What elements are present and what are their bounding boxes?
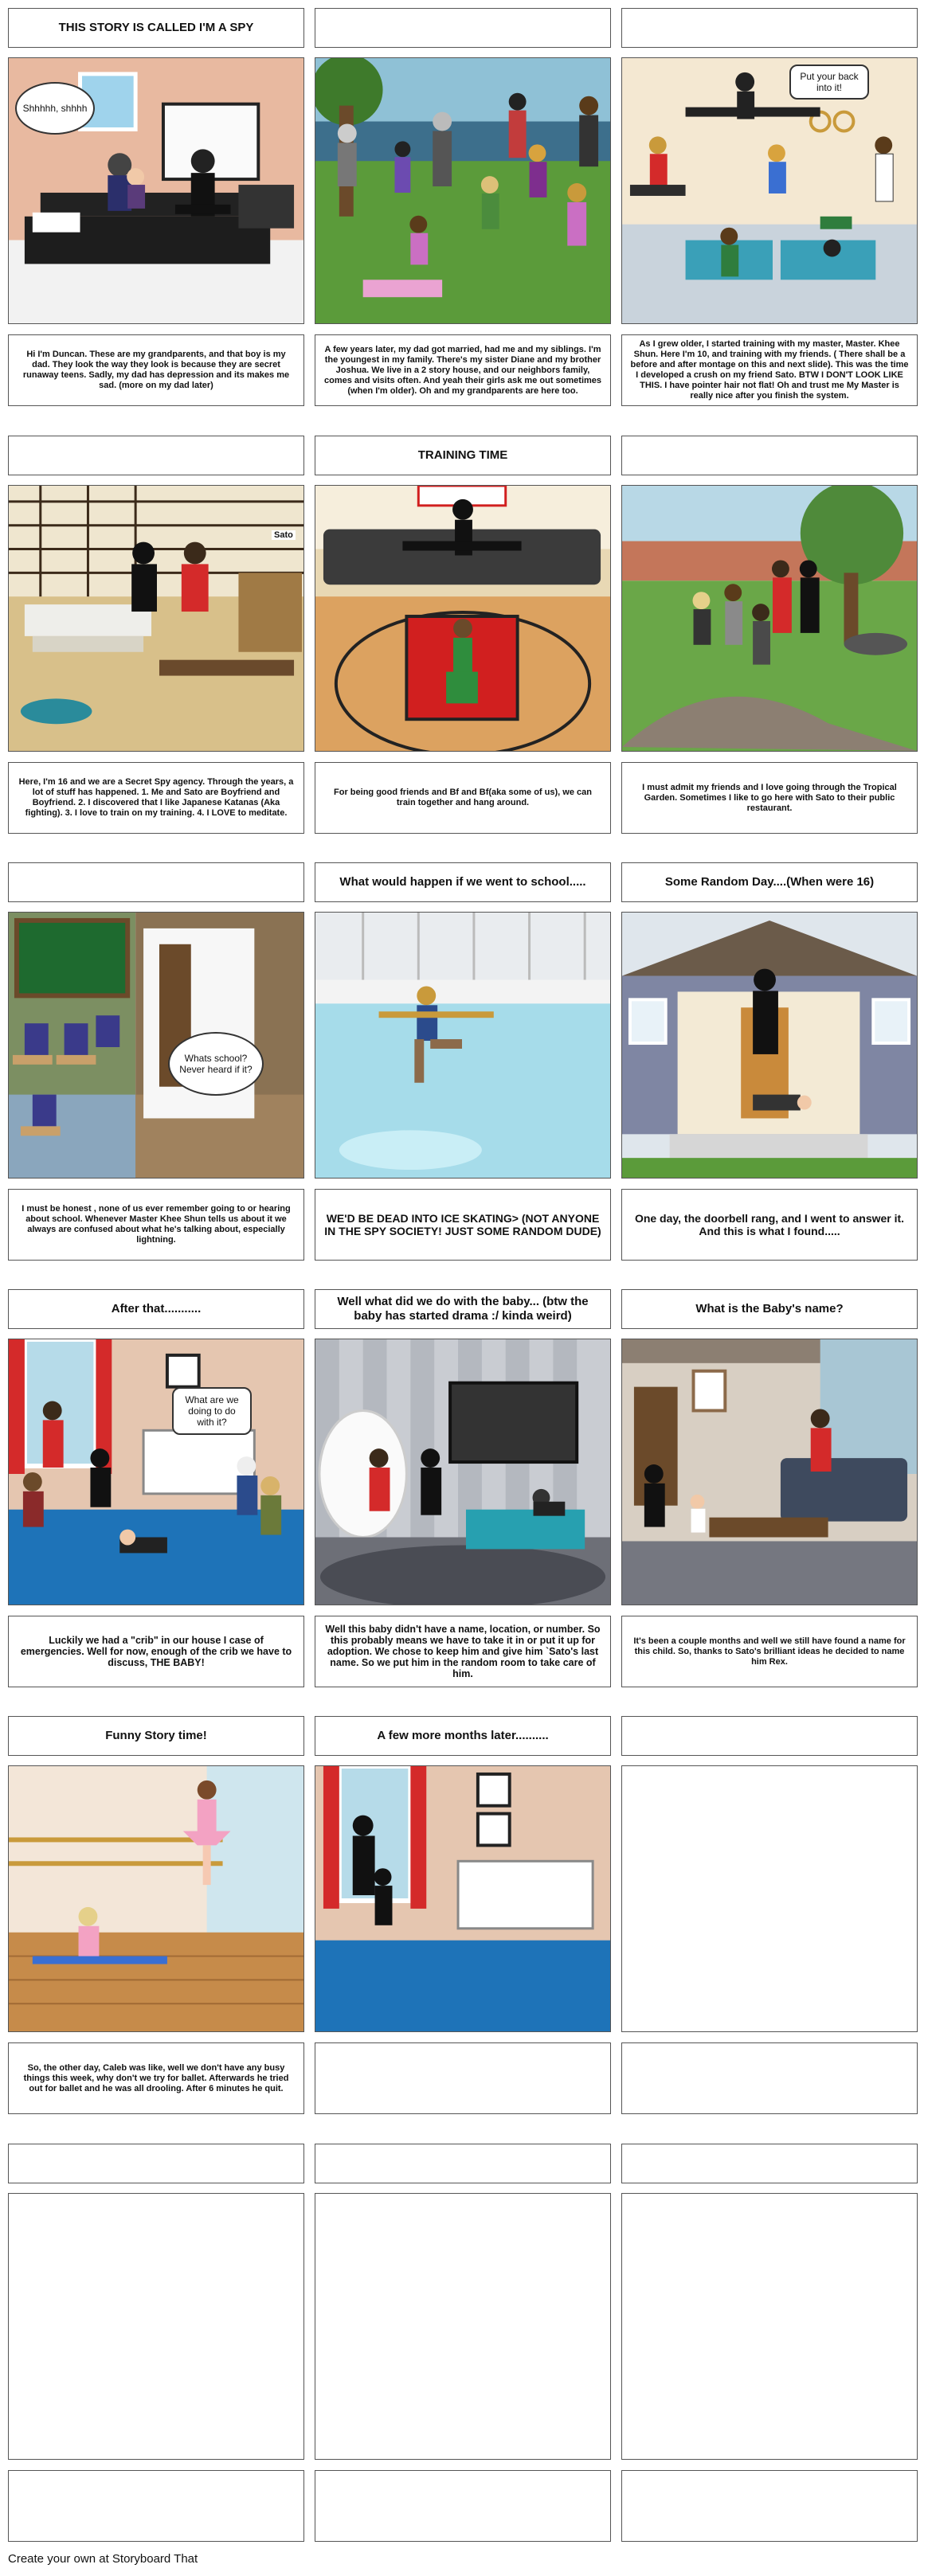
panel-scene-bedroom — [8, 57, 304, 324]
panel-title — [8, 862, 304, 902]
panel-scene-lounge — [621, 1339, 918, 1605]
panel-title — [621, 436, 918, 475]
panel-scene-front-door — [621, 912, 918, 1179]
panel-caption: It's been a couple months and well we still have found a name for this child. So, thanks to Sato's brilliant ideas he decided to name him Rex. — [621, 1616, 918, 1687]
panel-scene-nursery — [8, 1339, 304, 1605]
panel-title: Well what did we do with the baby... (btw the baby has started drama :/ kinda weird) — [315, 1289, 611, 1329]
speech-bubble: Put your back into it! — [789, 64, 869, 100]
panel-caption — [621, 2042, 918, 2114]
panel-title: After that........... — [8, 1289, 304, 1329]
panel-title: TRAINING TIME — [315, 436, 611, 475]
panel-scene-court — [315, 485, 611, 752]
panel-scene-empty — [621, 2193, 918, 2460]
panel-scene-living-room — [315, 1339, 611, 1605]
panel-caption — [621, 2470, 918, 2542]
panel-caption: For being good friends and Bf and Bf(aka some of us), we can train together and hang around. — [315, 762, 611, 834]
panel-title: What is the Baby's name? — [621, 1289, 918, 1329]
panel-title — [8, 436, 304, 475]
panel-scene-nursery-later — [315, 1765, 611, 2032]
panel-caption: So, the other day, Caleb was like, well we don't have any busy things this week, why don't we try for ballet. Afterwards he tried out for ballet and he was all drooling. After 6 minutes he quit. — [8, 2042, 304, 2114]
panel-caption: As I grew older, I started training with my master, Master. Khee Shun. Here I'm 10, and training with my friends. ( There shall be a before and after montage on this and next slide). This was the time I developed a crush on my friend Sato. BTW I DON'T LOOK LIKE THIS. I have pointer hair not flat! Oh and trust me My Master is really nice after you finish the system. — [621, 334, 918, 406]
speech-bubble: What are we doing to do with it? — [172, 1387, 252, 1435]
panel-caption: WE'D BE DEAD INTO ICE SKATING> (NOT ANYONE IN THE SPY SOCIETY! JUST SOME RANDOM DUDE) — [315, 1189, 611, 1261]
panel-title: A few more months later.......... — [315, 1716, 611, 1756]
panel-scene-ballet-studio — [8, 1765, 304, 2032]
sign-label: Sato — [272, 530, 296, 540]
speech-bubble: Shhhhh, shhhh — [15, 82, 95, 135]
panel-scene-empty — [621, 1765, 918, 2032]
panel-scene-gym — [621, 57, 918, 324]
panel-caption: Here, I'm 16 and we are a Secret Spy agency. Through the years, a lot of stuff has happened. 1. Me and Sato are Boyfriend and Boyfriend. 2. I discovered that I like Japanese Katanas (Aka fighting). 3. I love to train on my training. 4. I LOVE to meditate. — [8, 762, 304, 834]
panel-caption: I must admit my friends and I love going through the Tropical Garden. Sometimes I like to go here with Sato to their public restaurant. — [621, 762, 918, 834]
panel-scene-empty — [315, 2193, 611, 2460]
panel-caption — [8, 2470, 304, 2542]
panel-caption — [315, 2470, 611, 2542]
panel-scene-empty — [8, 2193, 304, 2460]
panel-caption: Luckily we had a "crib" in our house I case of emergencies. Well for now, enough of the crib we have to discuss, THE BABY! — [8, 1616, 304, 1687]
panel-caption: A few years later, my dad got married, had me and my siblings. I'm the youngest in my family. There's my sister Diane and my brother Joshua. We live in a 2 story house, and our neighbors family, comes and visits often. And yeah their girls ask me out sometimes (when I'm older). Oh and my grandparents are here too. — [315, 334, 611, 406]
panel-scene-classroom — [8, 912, 304, 1179]
thought-bubble: Whats school? Never heard if it? — [168, 1032, 264, 1096]
panel-title — [621, 1716, 918, 1756]
panel-caption: Hi I'm Duncan. These are my grandparents, and that boy is my dad. They look the way they look is because they are secret runaway teens. Sadly, my dad has depression and its makes me sad. (more on my dad later) — [8, 334, 304, 406]
panel-title — [621, 2144, 918, 2183]
panel-scene-backyard-family — [315, 57, 611, 324]
panel-title — [8, 2144, 304, 2183]
panel-scene-garden — [621, 485, 918, 752]
panel-title — [315, 8, 611, 48]
panel-title: Some Random Day....(When were 16) — [621, 862, 918, 902]
footer-credit[interactable]: Create your own at Storyboard That — [8, 2552, 198, 2566]
panel-title: What would happen if we went to school..... — [315, 862, 611, 902]
panel-caption: I must be honest , none of us ever remember going to or hearing about school. Whenever Master Khee Shun tells us about it we always are confused about what he's talking about, especially lightning. — [8, 1189, 304, 1261]
panel-scene-ice-rink — [315, 912, 611, 1179]
panel-caption: One day, the doorbell rang, and I went to answer it. And this is what I found..... — [621, 1189, 918, 1261]
panel-caption — [315, 2042, 611, 2114]
panel-scene-dojo — [8, 485, 304, 752]
panel-title: Funny Story time! — [8, 1716, 304, 1756]
panel-title — [621, 8, 918, 48]
panel-caption: Well this baby didn't have a name, location, or number. So this probably means we have to take it in or put it up for adoption. We chose to keep him and give him `Sato's last name. So we put him in the random room to take care of him. — [315, 1616, 611, 1687]
panel-title: THIS STORY IS CALLED I'M A SPY — [8, 8, 304, 48]
panel-title — [315, 2144, 611, 2183]
